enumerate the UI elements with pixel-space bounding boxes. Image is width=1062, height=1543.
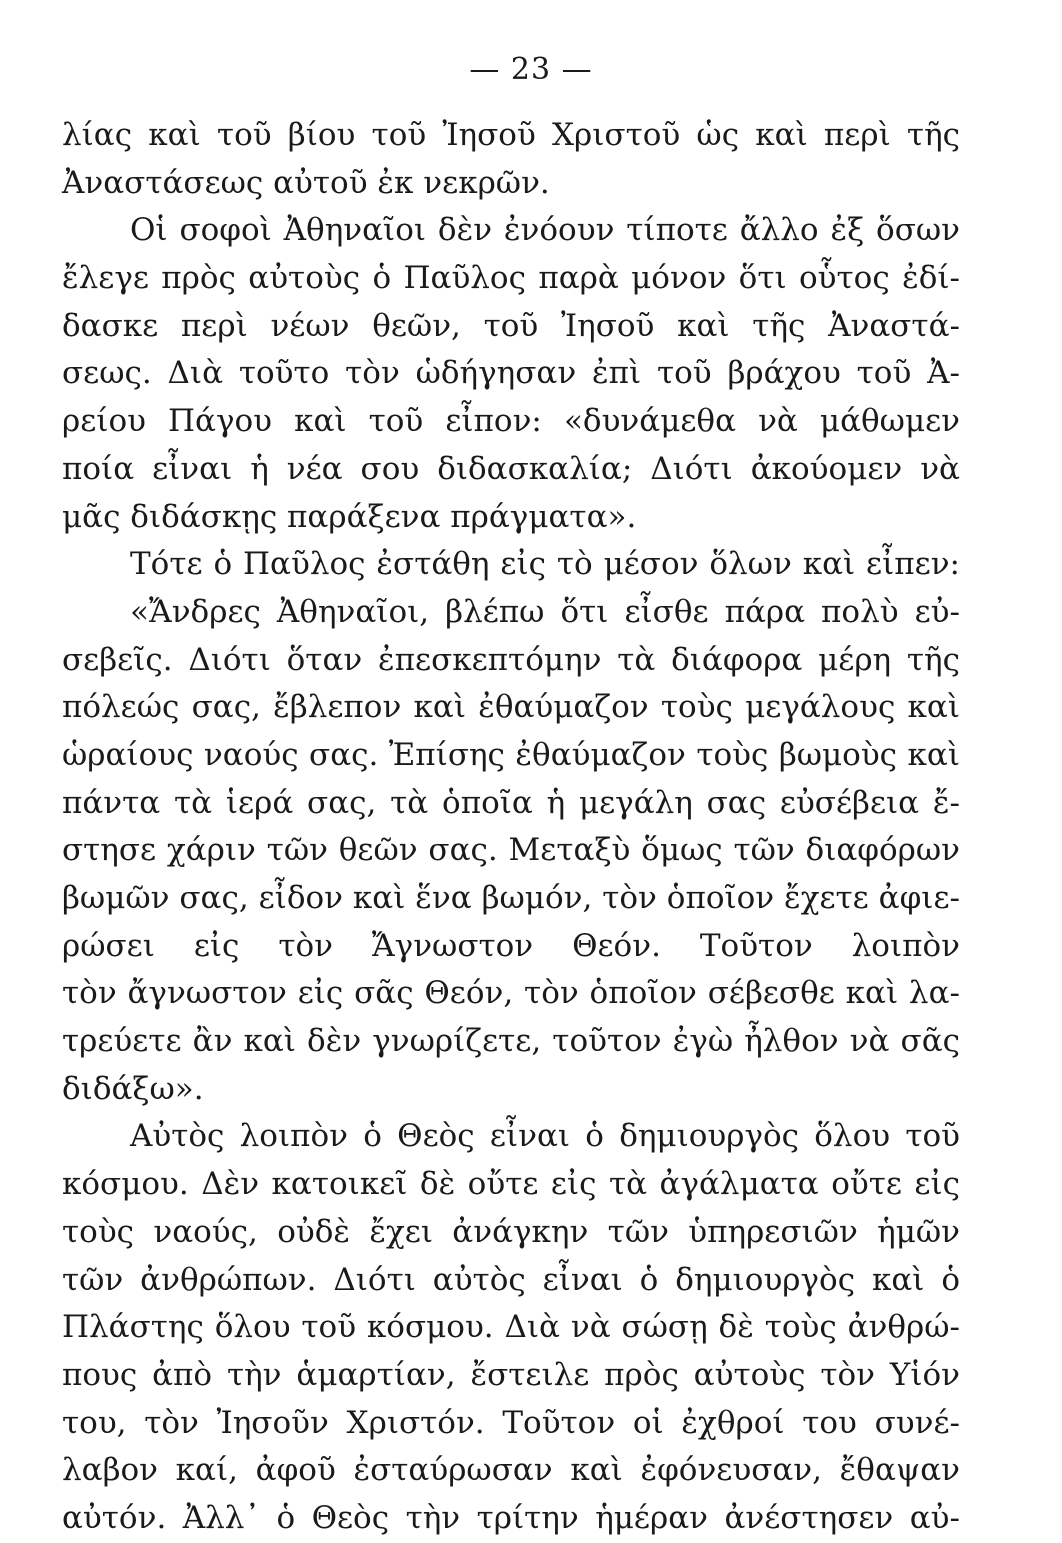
text-line: ποία εἶναι ἡ νέα σου διδασκαλία; Διότι ἀκούομεν νὰ xyxy=(62,450,960,487)
text-line: πόλεώς σας, ἔβλεπον καὶ ἐθαύμαζον τοὺς μεγάλους καὶ xyxy=(62,689,960,726)
paragraph-start-line: Τότε ὁ Παῦλος ἐστάθη εἰς τὸ μέσον ὅλων καὶ εἶπεν: xyxy=(130,546,960,583)
text-line: λαβον καί, ἀφοῦ ἐσταύρωσαν καὶ ἐφόνευσαν, ἔθαψαν xyxy=(62,1452,960,1489)
text-line: τρεύετε ἂν καὶ δὲν γνωρίζετε, τοῦτον ἐγὼ ἦλθον νὰ σᾶς xyxy=(62,1023,960,1060)
text-line: ἔλεγε πρὸς αὐτοὺς ὁ Παῦλος παρὰ μόνον ὅτι οὗτος ἐδί- xyxy=(62,260,960,297)
text-line: διδάξω». xyxy=(62,1070,204,1107)
text-line: στησε χάριν τῶν θεῶν σας. Μεταξὺ ὅμως τῶν διαφόρων xyxy=(62,832,960,869)
text-line: δασκε περὶ νέων θεῶν, τοῦ Ἰησοῦ καὶ τῆς Ἀναστά- xyxy=(62,307,960,344)
text-line: τοὺς ναούς, οὐδὲ ἔχει ἀνάγκην τῶν ὑπηρεσιῶν ἡμῶν xyxy=(62,1213,960,1250)
paragraph-start-line: Οἱ σοφοὶ Ἀθηναῖοι δὲν ἐνόουν τίποτε ἄλλο ἐξ ὅσων xyxy=(130,212,960,249)
text-line: πους ἀπὸ τὴν ἁμαρτίαν, ἔστειλε πρὸς αὐτοὺς τὸν Υἱόν xyxy=(62,1356,960,1393)
text-line: του, τὸν Ἰησοῦν Χριστόν. Τοῦτον οἱ ἐχθροί του συνέ- xyxy=(62,1404,960,1441)
body-text xyxy=(62,112,960,1543)
text-line: ὡραίους ναούς σας. Ἐπίσης ἐθαύμαζον τοὺς βωμοὺς καὶ xyxy=(62,736,960,773)
text-line: τὸν ἄγνωστον εἰς σᾶς Θεόν, τὸν ὁποῖον σέβεσθε καὶ λα- xyxy=(62,975,960,1012)
text-line: λίας καὶ τοῦ βίου τοῦ Ἰησοῦ Χριστοῦ ὡς καὶ περὶ τῆς xyxy=(62,117,960,153)
text-line: Ἀναστάσεως αὐτοῦ ἐκ νεκρῶν. xyxy=(62,164,550,201)
text-line: βωμῶν σας, εἶδον καὶ ἕνα βωμόν, τὸν ὁποῖον ἔχετε ἀφιε- xyxy=(62,880,960,916)
text-line: κόσμου. Δὲν κατοικεῖ δὲ οὔτε εἰς τὰ ἀγάλματα οὔτε εἰς xyxy=(62,1166,960,1203)
text-line: πάντα τὰ ἱερά σας, τὰ ὁποῖα ἡ μεγάλη σας εὐσέβεια ἔ- xyxy=(62,784,960,821)
text-line: σεβεῖς. Διότι ὅταν ἐπεσκεπτόμην τὰ διάφορα μέρη τῆς xyxy=(62,641,960,678)
text-line: αὐτόν. Ἀλλ᾽ ὁ Θεὸς τὴν τρίτην ἡμέραν ἀνέστησεν αὐ- xyxy=(62,1499,960,1536)
text-line: ρείου Πάγου καὶ τοῦ εἶπον: «δυνάμεθα νὰ μάθωμεν xyxy=(62,403,960,440)
text-line: ρώσει εἰς τὸν Ἄγνωστον Θεόν. Τοῦτον λοιπὸν xyxy=(62,927,960,964)
text-line: μᾶς διδάσκῃς παράξενα πράγματα». xyxy=(62,498,637,535)
page-number: — 23 — xyxy=(469,52,593,87)
text-line: σεως. Διὰ τοῦτο τὸν ὡδήγησαν ἐπὶ τοῦ βράχου τοῦ Ἀ- xyxy=(62,355,960,392)
text-line: Πλάστης ὅλου τοῦ κόσμου. Διὰ νὰ σώσῃ δὲ τοὺς ἀνθρώ- xyxy=(62,1309,960,1346)
paragraph-start-line: Αὐτὸς λοιπὸν ὁ Θεὸς εἶναι ὁ δημιουργὸς ὅλου τοῦ xyxy=(130,1118,960,1155)
text-line: τῶν ἀνθρώπων. Διότι αὐτὸς εἶναι ὁ δημιουργὸς καὶ ὁ xyxy=(62,1261,960,1298)
paragraph-start-line: «Ἄνδρες Ἀθηναῖοι, βλέπω ὅτι εἶσθε πάρα πολὺ εὐ- xyxy=(130,593,960,630)
